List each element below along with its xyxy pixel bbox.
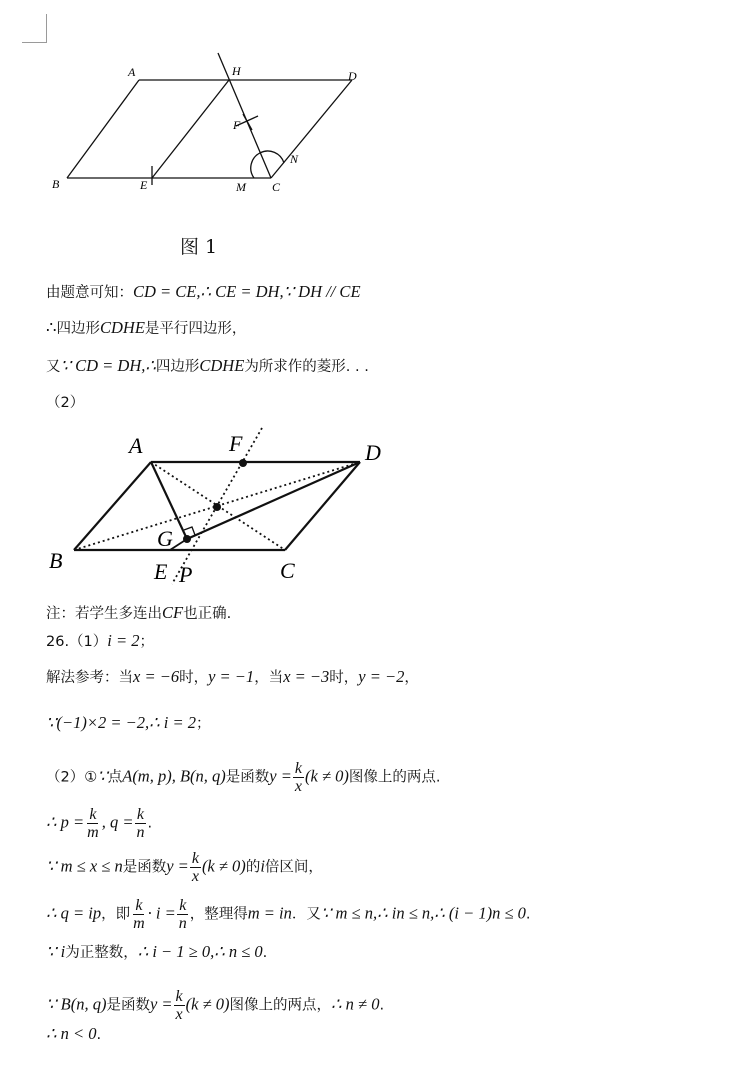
label-a-2: A <box>129 433 143 458</box>
text-line-6: 26.（1）i = 2； <box>46 631 155 650</box>
text-line-5: 注：若学生多连出CF也正确. <box>46 603 232 622</box>
edge-he <box>152 80 229 178</box>
label-e: E <box>140 178 148 192</box>
arc-mc-cn <box>251 151 284 178</box>
text-line-15: ∴ n < 0. <box>46 1024 102 1043</box>
text-line-13: ∵ i为正整数，∴ i − 1 ≥ 0,∴ n ≤ 0. <box>46 942 268 961</box>
text-line-10: ∴ p = $\frac{k}{m}$ , q = $\frac{k}{n}$ . <box>46 806 153 841</box>
label-h: H <box>232 64 241 78</box>
label-n: N <box>290 152 299 166</box>
point-o <box>213 503 221 511</box>
edge-dc <box>271 80 352 178</box>
label-d: D <box>348 69 357 83</box>
point-g <box>183 535 191 543</box>
label-m: M <box>236 180 246 194</box>
figure-2-diagram <box>40 424 400 590</box>
edge-dc-2 <box>285 462 360 550</box>
page-corner-mark <box>22 14 47 43</box>
label-c-2: C <box>280 558 295 583</box>
text-line-11: ∵ m ≤ x ≤ n是函数y = $\frac{k}{x}$ (k ≠ 0)的i倍区间， <box>46 850 323 885</box>
label-g-2: G <box>157 526 173 551</box>
text-line-2: ∴四边形CDHE是平行四边形， <box>46 318 247 337</box>
label-e-2: E <box>154 559 168 584</box>
label-f-2: F <box>229 431 243 456</box>
label-d-2: D <box>365 440 381 465</box>
edge-ab-2 <box>74 462 151 550</box>
text-line-1: 由题意可知：CD = CE,∴ CE = DH,∵ DH // CE <box>46 282 361 301</box>
label-p-2: P <box>179 562 193 587</box>
edge-ab <box>67 80 139 178</box>
point-f <box>239 459 247 467</box>
figure-1-caption: 图 1 <box>180 236 218 258</box>
text-line-3: 又∵ CD = DH,∴四边形CDHE为所求作的菱形. . . <box>46 356 369 375</box>
figure-1-diagram <box>40 50 380 200</box>
text-line-14: ∵ B(n, q)是函数y = $\frac{k}{x}$ (k ≠ 0)图像上的两点，∴ n ≠ 0. <box>46 988 385 1023</box>
label-f: F <box>233 118 241 132</box>
text-line-12: ∴ q = ip，即 $\frac{k}{m}$ · i = $\frac{k}{n}$ ，整理得m = in．又∵ m ≤ n,∴ in ≤ n,∴ (i − 1)n ≤ 0. <box>46 897 531 932</box>
text-line-9: （2）①∵点A(m, p), B(n, q)是函数y = $\frac{k}{x}$ (k ≠ 0)图像上的两点. <box>46 760 441 795</box>
label-b-2: B <box>49 548 63 573</box>
label-a: A <box>128 65 136 79</box>
text-line-4: （2） <box>46 395 85 411</box>
label-c: C <box>272 180 281 194</box>
label-b: B <box>52 177 60 191</box>
text-line-7: 解法参考：当x = −6时，y = −1，当x = −3时，y = −2， <box>46 667 419 686</box>
segment-gd <box>187 462 360 539</box>
text-line-8: ∵(−1)×2 = −2,∴ i = 2； <box>46 713 211 732</box>
